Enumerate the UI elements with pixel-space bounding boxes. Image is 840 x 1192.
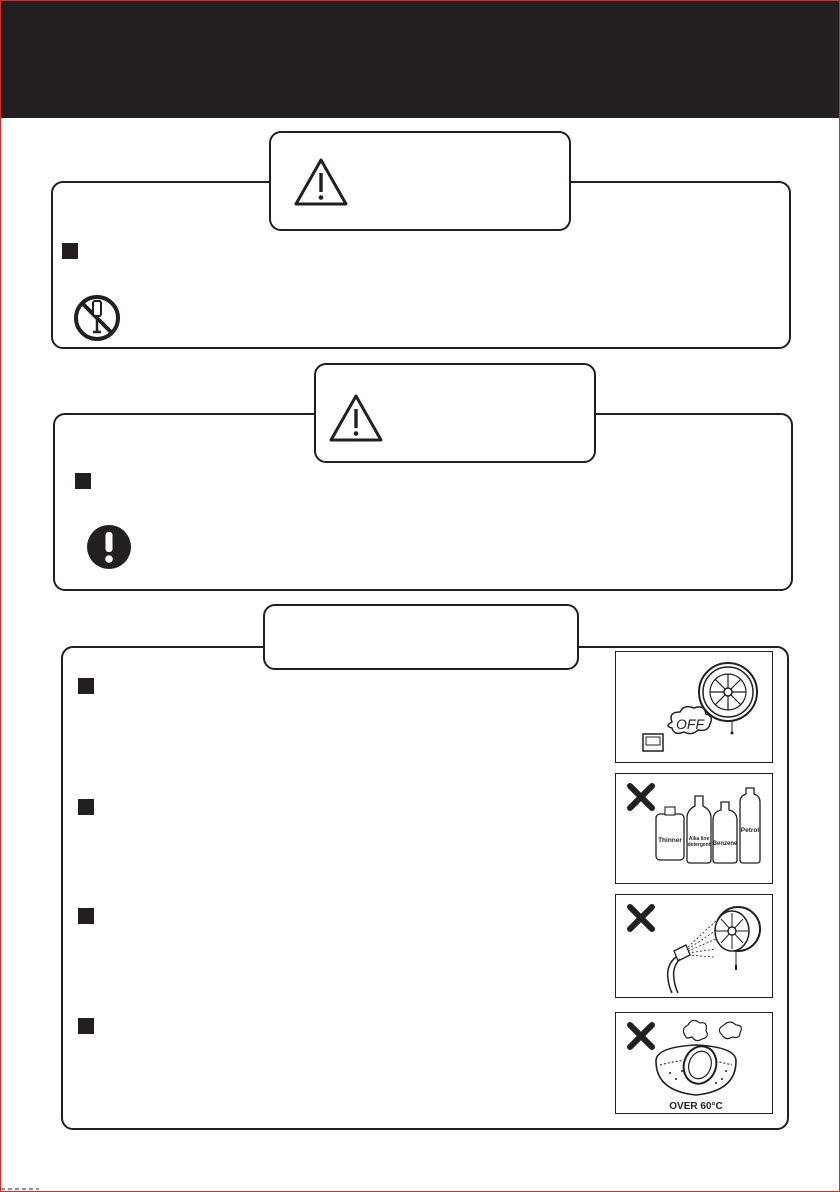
bottle-label-petrol: Petrol <box>740 827 760 834</box>
square-bullet <box>78 1018 94 1034</box>
hot-water-label: OVER 60°C <box>669 1101 723 1112</box>
caution-tab-2 <box>314 363 596 463</box>
square-bullet <box>78 908 94 924</box>
mandatory-action-icon <box>85 523 133 571</box>
maintenance-tab-3 <box>263 604 579 670</box>
bottle-label-benzene: Benzene <box>712 841 738 847</box>
bottle-label-thinner: Thinner <box>658 837 682 844</box>
header-bar <box>1 1 839 118</box>
no-solvents-figure <box>615 773 773 884</box>
warning-tab-1 <box>269 131 571 231</box>
no-hot-water-figure <box>615 1012 773 1114</box>
square-bullet <box>75 473 91 489</box>
cross-mark-icon <box>630 786 652 808</box>
square-bullet <box>62 243 78 259</box>
bottle-label-alkaline-2: detergent <box>687 842 711 848</box>
cross-mark-icon <box>630 907 652 929</box>
square-bullet <box>78 678 94 694</box>
warning-triangle-icon <box>293 157 349 207</box>
switch-off-fan-figure <box>615 651 773 763</box>
footer-mark <box>1 1188 39 1190</box>
square-bullet <box>78 799 94 815</box>
cross-mark-icon <box>630 1025 652 1047</box>
no-water-spray-figure <box>615 894 773 998</box>
off-label: OFF <box>676 716 704 732</box>
bottle-label-alkaline-1: Alka line <box>688 836 710 842</box>
warning-triangle-icon <box>328 393 384 443</box>
no-disassembly-icon <box>72 293 122 343</box>
